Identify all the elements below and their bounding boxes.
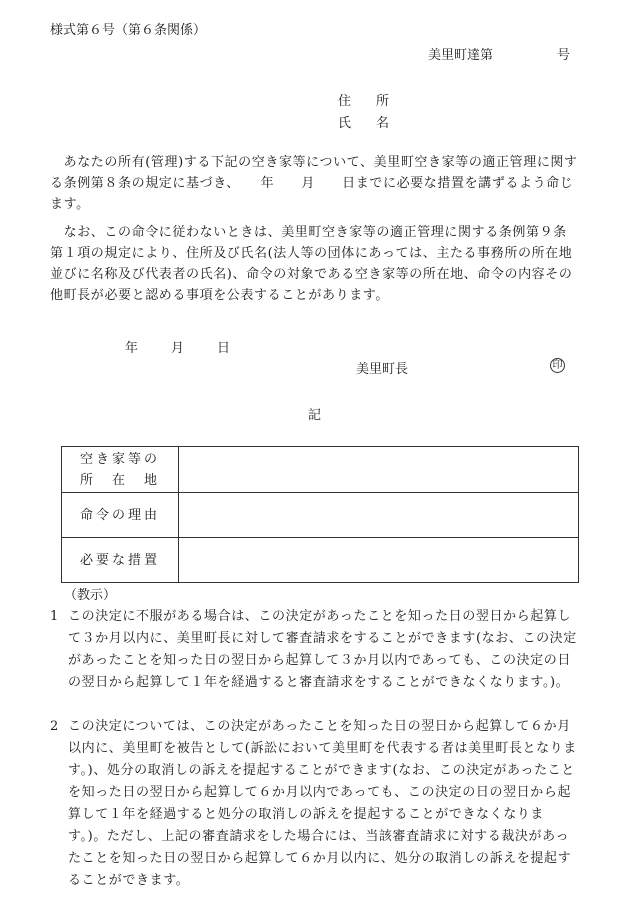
table-row bbox=[62, 493, 579, 538]
form-number: 様式第６号（第６条関係） bbox=[50, 23, 207, 38]
teaching-heading: （教示） bbox=[64, 588, 117, 603]
order-paragraph: あなたの所有(管理)する下記の空き家等について、美里町空き家等の適正管理に関する条例第８条の規定に基づき、 年 月 日までに必要な措置を講ずるよう命じます。 bbox=[50, 155, 578, 212]
order-details-table bbox=[61, 446, 579, 583]
location-value[interactable] bbox=[179, 447, 579, 493]
date-month: 月 bbox=[171, 341, 185, 356]
location-label bbox=[62, 447, 179, 493]
document-number-suffix: 号 bbox=[557, 48, 571, 63]
table-row bbox=[62, 447, 579, 493]
measures-label: 必要な措置 bbox=[62, 538, 179, 583]
date-day: 日 bbox=[217, 341, 231, 356]
teaching-item-number: 1 bbox=[50, 609, 59, 624]
teaching-item-text: この決定については、この決定があったことを知った日の翌日から起算して６か月以内に、美里町を被告として(訴訟において美里町を代表する者は美里町長となります。)、処分の取消しの訴えを提起することができます(なお、この決定があったことを知った日の翌日から起算して６か月以内であっても、この決定の日の翌日から起算して１年を経過すると処分の取消しの訴えを提起することができなくなります。)。ただし、上記の審査請求をした場合には、当該審査請求に対する裁決があったことを知った日の翌日から起算して６か月以内に、処分の取消しの訴えを提起することができます。 bbox=[68, 719, 577, 888]
issuer-title: 美里町長 bbox=[356, 362, 409, 377]
measures-value[interactable] bbox=[179, 538, 579, 583]
teaching-item bbox=[50, 716, 580, 892]
teaching-item-number: 2 bbox=[50, 719, 59, 734]
recipient-address-label: 住 所 bbox=[338, 94, 396, 109]
location-label-line2: 所 在 地 bbox=[79, 472, 160, 488]
recipient-name-label: 氏 名 bbox=[338, 116, 396, 131]
issue-date bbox=[125, 337, 263, 356]
publication-paragraph: なお、この命令に従わないときは、美里町空き家等の適正管理に関する条例第９条第１項の規定により、住所及び氏名(法人等の団体にあっては、主たる事務所の所在地並びに名称及び代表者の氏名)、命令の対象である空き家等の所在地、命令の内容その他町長が必要と認める事項を公表することがあります。 bbox=[50, 225, 573, 303]
table-row bbox=[62, 538, 579, 583]
location-label-line1: 空き家等の bbox=[79, 451, 160, 467]
reason-label: 命令の理由 bbox=[62, 493, 179, 538]
seal-mark: 印 bbox=[550, 358, 565, 373]
ki-heading: 記 bbox=[308, 408, 322, 423]
teaching-item-text: この決定に不服がある場合は、この決定があったことを知った日の翌日から起算して３か月以内に、美里町長に対して審査請求をすることができます(なお、この決定があったことを知った日の翌日から起算して３か月以内であっても、この決定の日の翌日から起算して１年を経過すると審査請求をすることができなくなります。)。 bbox=[68, 609, 577, 690]
document-number bbox=[428, 44, 570, 63]
document-number-prefix: 美里町達第 bbox=[428, 48, 494, 63]
teaching-item bbox=[50, 606, 580, 694]
reason-value[interactable] bbox=[179, 493, 579, 538]
date-year: 年 bbox=[125, 341, 139, 356]
